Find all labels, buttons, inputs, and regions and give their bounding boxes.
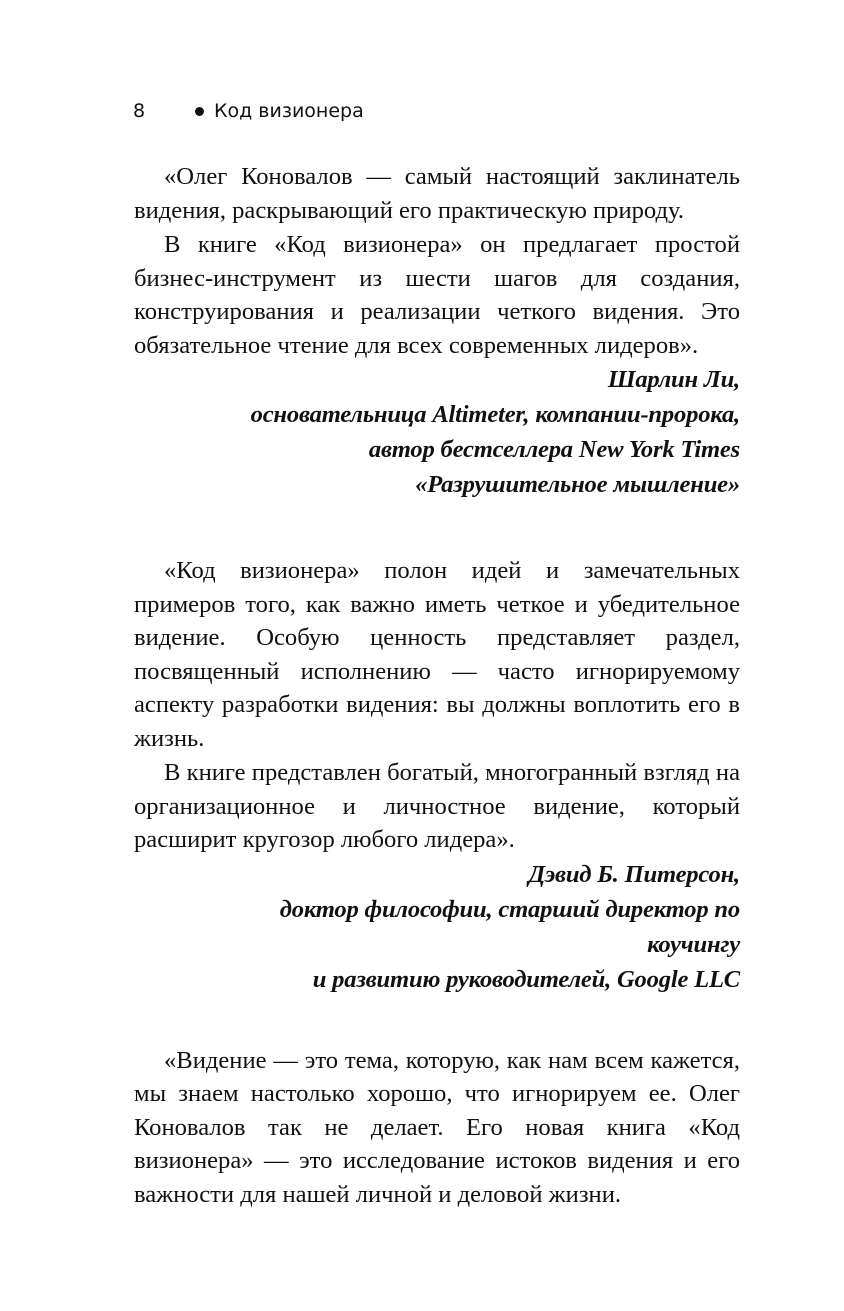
attribution — [134, 362, 740, 502]
running-title: Код визионера — [214, 100, 364, 122]
page-number: 8 — [133, 100, 146, 122]
attribution-line: Шарлин Ли, — [607, 366, 740, 393]
attribution-line: основательница Altimeter, компании-пророка, — [250, 401, 740, 428]
attribution-line: коучингу — [647, 930, 740, 958]
quote-paragraph: «Олег Коновалов — самый настоящий заклинатель видения, раскрывающий его практическую природу. — [134, 163, 740, 224]
attribution-line: Дэвид Б. Питерсон, — [528, 860, 740, 888]
quote-paragraph: «Код визионера» полон идей и замечательных примеров того, как важно иметь четкое и убедительное видение. Особую ценность представляет раздел, посвященный исполнению — часто игнорируемому аспекту разработки видения: вы должны воплотить его в жизнь. — [134, 557, 740, 752]
quote-paragraph: В книге «Код визионера» он предлагает простой бизнес-инструмент из шести шагов для создания, конструирования и реализации четкого видения. Это обязательное чтение для всех современных лидеров». — [134, 231, 740, 359]
block-spacer — [134, 502, 740, 554]
quote-paragraph: «Видение — это тема, которую, как нам всем кажется, мы знаем настолько хорошо, что игнорируем ее. Олег Коновалов так не делает. Его новая книга «Код визионера» — это исследование истоков видения и его важности для нашей личной и деловой жизни. — [134, 1046, 740, 1208]
attribution-line: автор бестселлера New York Times — [368, 436, 740, 463]
attribution-line: доктор философии, старший директор по — [279, 895, 740, 923]
running-header — [133, 96, 364, 126]
attribution — [134, 857, 740, 997]
bullet-icon — [195, 107, 204, 116]
attribution-line: и развитию руководителей, Google LLC — [312, 965, 740, 993]
quote-paragraph: В книге представлен богатый, многогранный взгляд на организационное и личностное видение, который расширит кругозор любого лидера». — [134, 759, 740, 853]
endorsement-block — [134, 160, 740, 502]
attribution-line: «Разрушительное мышление» — [415, 471, 740, 498]
endorsement-block — [134, 554, 740, 997]
page-body — [134, 160, 740, 1211]
endorsement-block — [134, 1044, 740, 1212]
block-spacer — [134, 997, 740, 1044]
